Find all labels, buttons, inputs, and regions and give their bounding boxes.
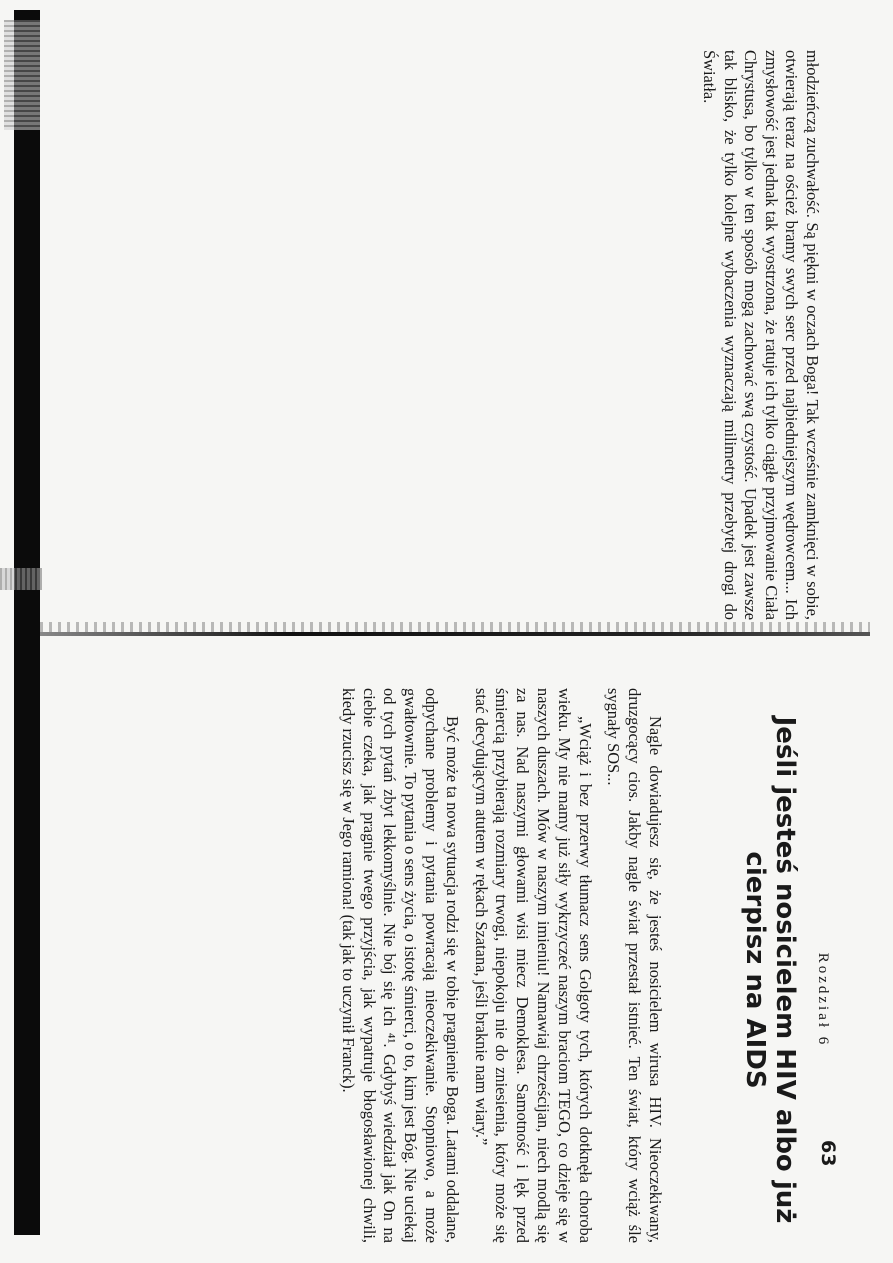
body-paragraph: „Wciąż i bez przerwy tłumacz sens Golgoty tych, których dotknęła choroba wieku. My nie mamy już siły wykrzyczeć naszym braciom TEGO, co dzieje się w naszych duszach. Mów w naszym imieniu! Namawiaj chrześcijan, niech modlą się za nas. Nad naszymi głowami wisi miecz Demoklesa. Samotność i lęk przed śmiercią przybierają rozmiary trwogi, niepokoju nie do zniesienia, który może się stać decydującym atutem w rękach Szatana, jeśli braknie nam wiary.” xyxy=(471,688,595,1243)
page-number: 63 xyxy=(817,1140,839,1167)
page-gutter-shadow xyxy=(40,622,870,632)
body-paragraph: Być może ta nowa sytuacja rodzi się w tobie pragnienie Boga. Latami oddalane, odpychane problemy i pytania powracają nieoczekiwanie. Stopniowo, a może gwałtownie. To pytania o sens życia, o istotę śmierci, o to, kim jest Bóg. Nie uciekaj od tych pytań zbyt lekkomyślnie. Nie bój się ich ⁴¹. Gdybyś wiedział jak On na ciebie czeka, jak pragnie twego przyjścia, jak wypatruje błogosławionej chwili, kiedy rzucisz się w Jego ramiona! (tak jak to uczynił Franck). xyxy=(338,688,462,1243)
body-paragraph: Nagle dowiadujesz się, że jesteś nosicielem wirusa HIV. Nieoczekiwany, druzgocący cios. Jakby nagle świat przestał istnieć. Ten świat, który wciąż śle sygnały SOS... xyxy=(604,688,665,1243)
scan-artifact-top xyxy=(4,20,40,130)
previous-page-paragraph: młodzieńczą zuchwałość. Są piękni w oczach Boga! Tak wcześnie zamknięci w sobie, otwierają teraz na oścież bramy swych serc przed najbiedniejszym wędrowcem... Ich zmysłowość jest jednak tak wyostrzona, że ratuje ich tylko ciągłe przyjmowanie Ciała Chrystusa, bo tylko w ten sposób mogą zachować swą czystość. Upadek jest zawsze tak blisko, że tylko kolejne wybaczenia wyznaczają milimetry przebytej drogi do Światła. xyxy=(700,50,822,620)
chapter-body xyxy=(329,688,665,1243)
scan-binding-edge xyxy=(14,10,40,1235)
chapter-label: Rozdział 6 xyxy=(815,952,831,1048)
previous-page-text xyxy=(698,50,822,620)
scan-artifact-middle xyxy=(0,568,42,590)
page-gutter-line xyxy=(40,632,870,636)
chapter-title: Jeśli jesteś nosicielem HIV albo już cierpisz na AIDS xyxy=(740,716,800,1224)
